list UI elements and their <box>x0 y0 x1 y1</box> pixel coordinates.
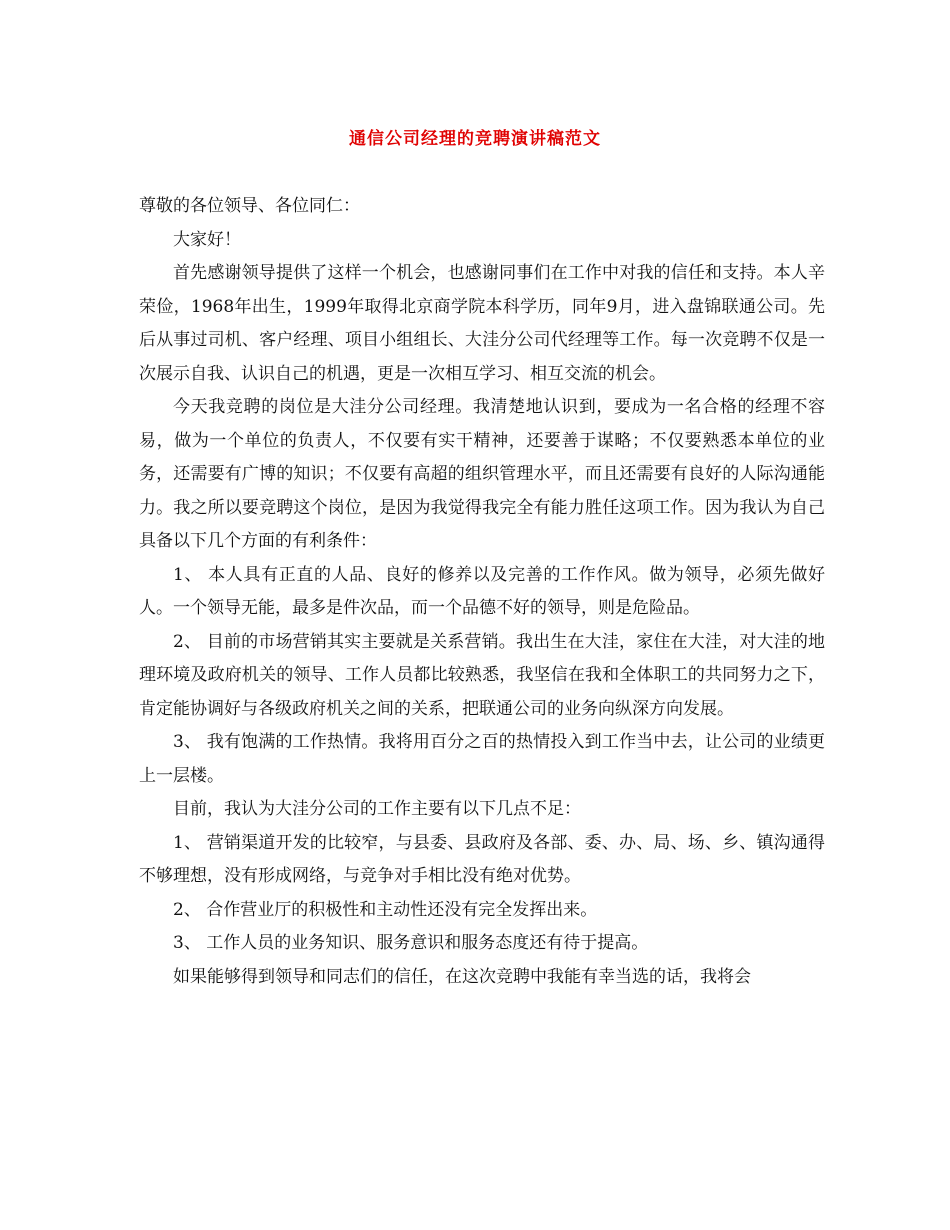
document-body <box>139 190 825 994</box>
paragraph-position: 今天我竞聘的岗位是大洼分公司经理。我清楚地认识到，要成为一名合格的经理不容易，做为一个单位的负责人，不仅要有实干精神，还要善于谋略；不仅要熟悉本单位的业务，还需要有广博的知识；不仅要有高超的组织管理水平，而且还需要有良好的人际沟通能力。我之所以要竞聘这个岗位，是因为我觉得我完全有能力胜任这项工作。因为我认为自己具备以下几个方面的有利条件： <box>139 397 825 551</box>
paragraph-introduction: 首先感谢领导提供了这样一个机会，也感谢同事们在工作中对我的信任和支持。本人辛荣俭，1968年出生，1999年取得北京商学院本科学历，同年9月，进入盘锦联通公司。先后从事过司机、客户经理、项目小组组长、大洼分公司代经理等工作。每一次竞聘不仅是一次展示自我、认识自己的机遇，更是一次相互学习、相互交流的机会。 <box>139 263 825 384</box>
paragraph-greeting: 大家好！ <box>173 229 241 250</box>
paragraph-advantage-3: 3、 我有饱满的工作热情。我将用百分之百的热情投入到工作当中去，让公司的业绩更上一层楼。 <box>139 732 825 786</box>
paragraph-shortcoming-2: 2、 合作营业厅的积极性和主动性还没有完全发挥出来。 <box>173 899 598 920</box>
paragraph-advantage-2: 2、 目前的市场营销其实主要就是关系营销。我出生在大洼，家住在大洼，对大洼的地理环境及政府机关的领导、工作人员都比较熟悉，我坚信在我和全体职工的共同努力之下，肯定能协调好与各级政府机关之间的关系，把联通公司的业务向纵深方向发展。 <box>139 631 825 719</box>
paragraph-advantage-1: 1、 本人具有正直的人品、良好的修养以及完善的工作作风。做为领导，必须先做好人。一个领导无能，最多是件次品，而一个品德不好的领导，则是危险品。 <box>139 564 825 618</box>
paragraph-shortcoming-1: 1、 营销渠道开发的比较窄，与县委、县政府及各部、委、办、局、场、乡、镇沟通得不够理想，没有形成网络，与竞争对手相比没有绝对优势。 <box>139 832 825 886</box>
document-title: 通信公司经理的竞聘演讲稿范文 <box>349 129 601 149</box>
salutation: 尊敬的各位领导、各位同仁： <box>139 196 360 216</box>
paragraph-shortcoming-3: 3、 工作人员的业务知识、服务意识和服务态度还有待于提高。 <box>173 933 649 953</box>
paragraph-closing: 如果能够得到领导和同志们的信任，在这次竞聘中我能有幸当选的话，我将会 <box>173 966 751 987</box>
paragraph-shortcomings-intro: 目前，我认为大洼分公司的工作主要有以下几点不足： <box>173 799 581 819</box>
